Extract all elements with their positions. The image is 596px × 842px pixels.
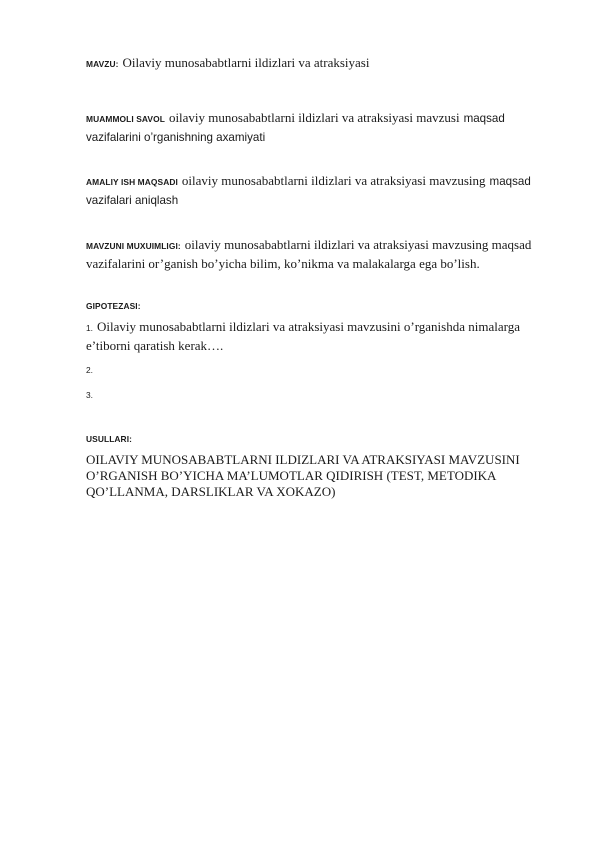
- usullari-heading: [86, 429, 132, 448]
- gipotezasi-item-2-number: 2.: [86, 365, 93, 375]
- gipotezasi-item-2: [86, 360, 93, 379]
- gipotezasi-item-1-number: 1.: [86, 323, 93, 333]
- gipotezasi-heading: [86, 296, 141, 315]
- usullari-label: USULLARI:: [86, 434, 133, 444]
- mavzuni-muxuimligi-paragraph: [86, 236, 556, 272]
- amaliy-ish-maqsadi-label: AMALIY ISH MAQSADI: [86, 177, 178, 187]
- gipotezasi-item-3: [86, 385, 93, 404]
- amaliy-ish-maqsadi-text-serif: oilaviy munosababtlarni ildizlari va atraksiyasi mavzusing: [181, 173, 486, 188]
- mavzuni-muxuimligi-label: MAVZUNI MUXUIMLIGI:: [86, 241, 181, 251]
- usullari-text: OILAVIY MUNOSABABTLARNI ILDIZLARI VA ATRAKSIYASI MAVZUSINI O’RGANISH BO’YICHA MA’LUMOTLAR QIDIRISH (TEST, METODIKA QO’LLANMA, DARSLIKLAR VA XOKAZO): [86, 452, 520, 499]
- gipotezasi-item-3-number: 3.: [86, 390, 93, 400]
- amaliy-ish-maqsadi-paragraph: [86, 172, 556, 209]
- mavzu-label: MAVZU:: [86, 59, 119, 69]
- mavzu-text: Oilaviy munosababtlarni ildizlari va atraksiyasi: [122, 55, 370, 70]
- gipotezasi-item-1: [86, 318, 556, 354]
- mavzu-line: [86, 54, 369, 73]
- amaliy-ish-maqsadi-text-sans: maqsad vazifalari aniqlash: [86, 175, 531, 207]
- muammoli-savol-paragraph: [86, 109, 556, 146]
- muammoli-savol-text-serif: oilaviy munosababtlarni ildizlari va atraksiyasi mavzusi: [168, 110, 460, 125]
- gipotezasi-label: GIPOTEZASI:: [86, 301, 141, 311]
- muammoli-savol-text-sans: maqsad vazifalarini o’rganishning axamiyati: [86, 112, 505, 144]
- gipotezasi-item-1-text: Oilaviy munosababtlarni ildizlari va atraksiyasi mavzusini o’rganishda nimalarga e’tiborni qaratish kerak….: [86, 319, 520, 353]
- muammoli-savol-label: MUAMMOLI SAVOL: [86, 114, 165, 124]
- mavzuni-muxuimligi-text: oilaviy munosababtlarni ildizlari va atraksiyasi mavzusing maqsad vazifalarini or’ganish bo’yicha bilim, ko’nikma va malakalarga ega bo’lish.: [86, 237, 532, 271]
